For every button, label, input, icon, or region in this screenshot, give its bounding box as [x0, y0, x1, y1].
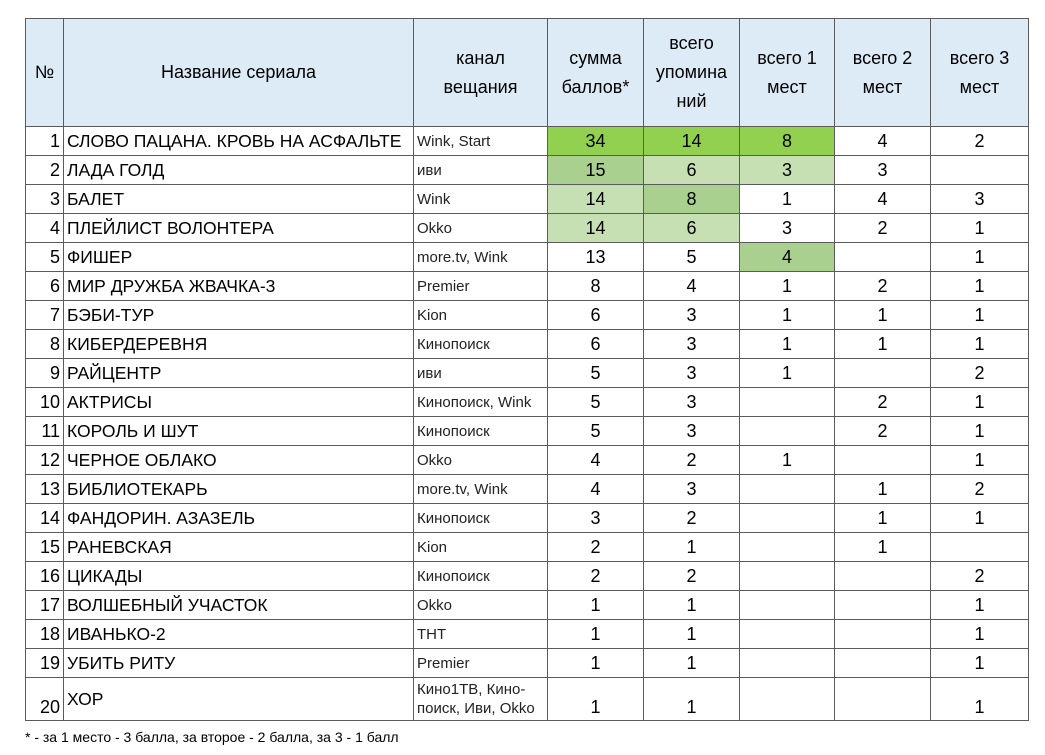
cell-score: 1: [548, 591, 644, 620]
cell-first: [740, 620, 835, 649]
table-row: [26, 591, 1029, 620]
cell-title: РАНЕВСКАЯ: [64, 533, 414, 562]
cell-third: 1: [931, 388, 1029, 417]
cell-first: 4: [740, 243, 835, 272]
cell-second: 1: [835, 301, 931, 330]
cell-num: 14: [26, 504, 64, 533]
cell-channel: more.tv, Wink: [414, 475, 548, 504]
cell-title: КОРОЛЬ И ШУТ: [64, 417, 414, 446]
cell-title: ВОЛШЕБНЫЙ УЧАСТОК: [64, 591, 414, 620]
cell-first: 1: [740, 272, 835, 301]
cell-num: 7: [26, 301, 64, 330]
table-row: [26, 359, 1029, 388]
cell-score: 1: [548, 678, 644, 721]
cell-num: 4: [26, 214, 64, 243]
cell-third: 1: [931, 446, 1029, 475]
cell-third: 1: [931, 272, 1029, 301]
header-mentions-label: всего упомина ний: [655, 33, 728, 111]
cell-third: 2: [931, 562, 1029, 591]
cell-title: ХОР: [64, 678, 414, 721]
cell-third: 1: [931, 620, 1029, 649]
cell-first: [740, 649, 835, 678]
table-row: [26, 417, 1029, 446]
cell-title: СЛОВО ПАЦАНА. КРОВЬ НА АСФАЛЬТЕ: [64, 127, 414, 156]
table-row: [26, 446, 1029, 475]
table-row: [26, 156, 1029, 185]
table-row: [26, 243, 1029, 272]
table-row: [26, 504, 1029, 533]
cell-second: 4: [835, 185, 931, 214]
cell-second: 2: [835, 272, 931, 301]
table-row: [26, 301, 1029, 330]
cell-third: 2: [931, 475, 1029, 504]
cell-channel: Kion: [414, 533, 548, 562]
cell-mentions: 6: [644, 156, 740, 185]
cell-second: 3: [835, 156, 931, 185]
cell-score: 14: [548, 185, 644, 214]
header-score-label: сумма баллов*: [561, 47, 630, 97]
header-second-label: всего 2 мест: [852, 47, 913, 97]
cell-title: ПЛЕЙЛИСТ ВОЛОНТЕРА: [64, 214, 414, 243]
cell-channel: Okko: [414, 446, 548, 475]
cell-mentions: 2: [644, 504, 740, 533]
cell-num: 16: [26, 562, 64, 591]
table-row: [26, 214, 1029, 243]
header-score: [548, 19, 644, 127]
cell-channel: Кино1ТВ, Кино-поиск, Иви, Okko: [414, 678, 548, 721]
cell-score: 14: [548, 214, 644, 243]
cell-channel: Кинопоиск: [414, 330, 548, 359]
cell-score: 5: [548, 417, 644, 446]
cell-channel: more.tv, Wink: [414, 243, 548, 272]
cell-third: 1: [931, 504, 1029, 533]
cell-score: 2: [548, 562, 644, 591]
cell-score: 6: [548, 301, 644, 330]
cell-score: 34: [548, 127, 644, 156]
cell-first: 3: [740, 214, 835, 243]
cell-first: [740, 475, 835, 504]
cell-title: МИР ДРУЖБА ЖВАЧКА-3: [64, 272, 414, 301]
cell-title: АКТРИСЫ: [64, 388, 414, 417]
cell-second: 1: [835, 533, 931, 562]
table-row: [26, 562, 1029, 591]
cell-channel: Okko: [414, 214, 548, 243]
cell-title: ЦИКАДЫ: [64, 562, 414, 591]
cell-title: УБИТЬ РИТУ: [64, 649, 414, 678]
cell-third: 2: [931, 127, 1029, 156]
cell-second: 2: [835, 417, 931, 446]
cell-mentions: 3: [644, 417, 740, 446]
cell-second: [835, 591, 931, 620]
cell-mentions: 5: [644, 243, 740, 272]
cell-title: ЛАДА ГОЛД: [64, 156, 414, 185]
cell-third: 1: [931, 649, 1029, 678]
cell-mentions: 1: [644, 591, 740, 620]
cell-channel: Wink, Start: [414, 127, 548, 156]
cell-num: 2: [26, 156, 64, 185]
cell-score: 4: [548, 446, 644, 475]
cell-second: [835, 649, 931, 678]
cell-third: 1: [931, 330, 1029, 359]
cell-first: 1: [740, 330, 835, 359]
cell-mentions: 6: [644, 214, 740, 243]
cell-mentions: 2: [644, 562, 740, 591]
cell-title: ФИШЕР: [64, 243, 414, 272]
cell-score: 2: [548, 533, 644, 562]
cell-num: 15: [26, 533, 64, 562]
cell-third: [931, 156, 1029, 185]
table-row: [26, 678, 1029, 721]
cell-score: 8: [548, 272, 644, 301]
cell-second: 2: [835, 388, 931, 417]
cell-mentions: 3: [644, 301, 740, 330]
cell-mentions: 1: [644, 649, 740, 678]
cell-num: 20: [26, 678, 64, 721]
cell-mentions: 3: [644, 359, 740, 388]
cell-second: 1: [835, 475, 931, 504]
table-row: [26, 388, 1029, 417]
cell-second: [835, 562, 931, 591]
cell-title: БЭБИ-ТУР: [64, 301, 414, 330]
cell-title: КИБЕРДЕРЕВНЯ: [64, 330, 414, 359]
cell-channel: Wink: [414, 185, 548, 214]
cell-second: [835, 446, 931, 475]
cell-score: 13: [548, 243, 644, 272]
header-channel-label: канал вещания: [443, 47, 518, 97]
cell-mentions: 1: [644, 533, 740, 562]
cell-mentions: 1: [644, 678, 740, 721]
cell-second: 1: [835, 330, 931, 359]
cell-channel: Kion: [414, 301, 548, 330]
cell-title: ФАНДОРИН. АЗАЗЕЛЬ: [64, 504, 414, 533]
cell-mentions: 4: [644, 272, 740, 301]
table-row: [26, 127, 1029, 156]
cell-num: 1: [26, 127, 64, 156]
cell-mentions: 3: [644, 330, 740, 359]
cell-channel: Okko: [414, 591, 548, 620]
cell-channel: иви: [414, 156, 548, 185]
cell-title: РАЙЦЕНТР: [64, 359, 414, 388]
cell-first: 1: [740, 185, 835, 214]
cell-mentions: 3: [644, 475, 740, 504]
cell-score: 3: [548, 504, 644, 533]
header-row: [26, 19, 1029, 127]
cell-title: ИВАНЬКО-2: [64, 620, 414, 649]
cell-title: БИБЛИОТЕКАРЬ: [64, 475, 414, 504]
cell-channel: Кинопоиск: [414, 504, 548, 533]
cell-mentions: 8: [644, 185, 740, 214]
cell-mentions: 2: [644, 446, 740, 475]
header-second: [835, 19, 931, 127]
header-first: [740, 19, 835, 127]
cell-channel: Кинопоиск, Wink: [414, 388, 548, 417]
cell-num: 12: [26, 446, 64, 475]
cell-third: 1: [931, 591, 1029, 620]
cell-third: 3: [931, 185, 1029, 214]
cell-num: 9: [26, 359, 64, 388]
cell-num: 11: [26, 417, 64, 446]
cell-second: [835, 678, 931, 721]
header-mentions: [644, 19, 740, 127]
cell-second: 4: [835, 127, 931, 156]
cell-third: 1: [931, 678, 1029, 721]
header-channel: [414, 19, 548, 127]
cell-score: 15: [548, 156, 644, 185]
cell-first: [740, 504, 835, 533]
cell-mentions: 14: [644, 127, 740, 156]
cell-third: 1: [931, 214, 1029, 243]
cell-third: 1: [931, 301, 1029, 330]
cell-channel: иви: [414, 359, 548, 388]
cell-channel: ТНТ: [414, 620, 548, 649]
cell-channel: Premier: [414, 649, 548, 678]
cell-num: 19: [26, 649, 64, 678]
table-row: [26, 475, 1029, 504]
header-third-label: всего 3 мест: [949, 47, 1010, 97]
table-row: [26, 272, 1029, 301]
footnote: * - за 1 место - 3 балла, за второе - 2 балла, за 3 - 1 балл: [25, 729, 399, 745]
header-title: Название сериала: [64, 19, 414, 127]
cell-channel: Кинопоиск: [414, 562, 548, 591]
cell-num: 3: [26, 185, 64, 214]
cell-first: 8: [740, 127, 835, 156]
cell-num: 13: [26, 475, 64, 504]
cell-first: [740, 417, 835, 446]
cell-score: 4: [548, 475, 644, 504]
cell-channel: Кинопоиск: [414, 417, 548, 446]
cell-score: 5: [548, 359, 644, 388]
cell-third: 1: [931, 243, 1029, 272]
cell-mentions: 3: [644, 388, 740, 417]
cell-first: [740, 678, 835, 721]
cell-first: 1: [740, 359, 835, 388]
ratings-table: [25, 18, 1029, 721]
cell-title: БАЛЕТ: [64, 185, 414, 214]
cell-first: [740, 591, 835, 620]
cell-first: [740, 533, 835, 562]
table-row: [26, 185, 1029, 214]
cell-second: [835, 359, 931, 388]
table-row: [26, 533, 1029, 562]
cell-num: 6: [26, 272, 64, 301]
cell-score: 5: [548, 388, 644, 417]
cell-num: 8: [26, 330, 64, 359]
header-third: [931, 19, 1029, 127]
cell-second: [835, 620, 931, 649]
cell-first: 1: [740, 446, 835, 475]
cell-title: ЧЕРНОЕ ОБЛАКО: [64, 446, 414, 475]
cell-num: 5: [26, 243, 64, 272]
cell-score: 1: [548, 649, 644, 678]
cell-score: 1: [548, 620, 644, 649]
table-row: [26, 330, 1029, 359]
cell-third: [931, 533, 1029, 562]
cell-third: 1: [931, 417, 1029, 446]
cell-num: 18: [26, 620, 64, 649]
cell-first: 3: [740, 156, 835, 185]
cell-second: 2: [835, 214, 931, 243]
cell-first: [740, 562, 835, 591]
cell-second: 1: [835, 504, 931, 533]
cell-num: 17: [26, 591, 64, 620]
cell-first: 1: [740, 301, 835, 330]
table-row: [26, 649, 1029, 678]
table-row: [26, 620, 1029, 649]
cell-channel: Premier: [414, 272, 548, 301]
cell-second: [835, 243, 931, 272]
cell-mentions: 1: [644, 620, 740, 649]
header-first-label: всего 1 мест: [757, 47, 817, 97]
cell-third: 2: [931, 359, 1029, 388]
cell-first: [740, 388, 835, 417]
cell-score: 6: [548, 330, 644, 359]
cell-num: 10: [26, 388, 64, 417]
header-num: №: [26, 19, 64, 127]
